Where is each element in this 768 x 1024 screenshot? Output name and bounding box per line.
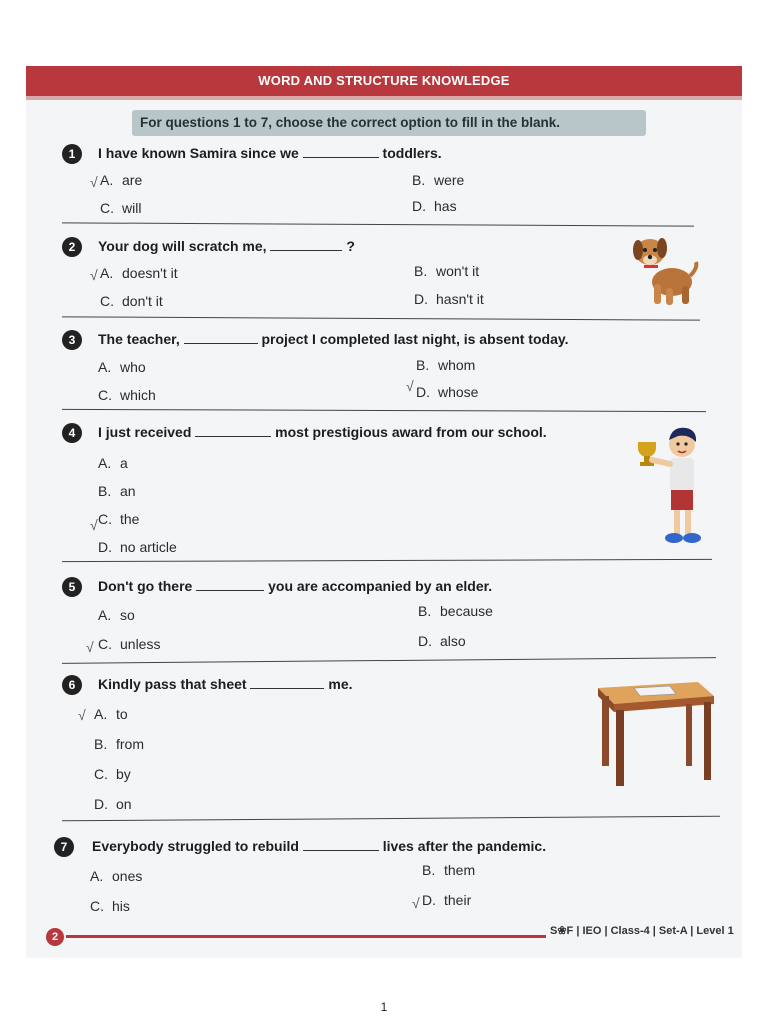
question-number: 1 <box>62 144 82 164</box>
question-number: 5 <box>62 577 82 597</box>
divider <box>62 409 706 412</box>
answer-blank <box>303 838 379 851</box>
option-c[interactable]: C. his <box>90 898 130 914</box>
option-b[interactable]: B. an <box>98 483 136 499</box>
question-text: The teacher, project I completed last night, is absent today. <box>98 331 569 347</box>
answer-blank <box>303 145 379 158</box>
instruction-banner: For questions 1 to 7, choose the correct option to fill in the blank. <box>132 110 646 136</box>
option-b[interactable]: B. whom <box>416 357 476 373</box>
option-a[interactable]: A. ones <box>90 868 143 884</box>
pencil-tick-mark: √ <box>90 174 98 190</box>
divider <box>62 816 720 822</box>
option-c[interactable]: C. the <box>98 511 140 527</box>
question-text: Everybody struggled to rebuild lives after the pandemic. <box>92 838 547 854</box>
option-d[interactable]: D. also <box>418 633 466 649</box>
option-d[interactable]: D. no article <box>98 539 177 555</box>
option-a[interactable]: A. doesn't it <box>100 265 178 281</box>
divider <box>62 222 694 226</box>
option-b[interactable]: B. won't it <box>414 263 480 279</box>
table-illustration <box>594 678 716 790</box>
question-text: Don't go there you are accompanied by an elder. <box>98 578 493 594</box>
option-c[interactable]: C. which <box>98 387 156 403</box>
answer-blank <box>195 424 271 437</box>
question-number: 6 <box>62 675 82 695</box>
option-b[interactable]: B. them <box>422 862 476 878</box>
divider <box>62 559 712 562</box>
section-header: WORD AND STRUCTURE KNOWLEDGE <box>26 66 742 96</box>
page-badge: 2 <box>46 928 64 946</box>
pencil-tick-mark: √ <box>90 267 98 283</box>
answer-blank <box>270 238 342 251</box>
dog-illustration <box>628 232 700 308</box>
question-text: I just received most prestigious award from our school. <box>98 424 547 440</box>
pencil-tick-mark: √ <box>78 707 86 723</box>
footer-rule <box>66 935 546 938</box>
question-number: 7 <box>54 837 74 857</box>
option-d[interactable]: D. on <box>94 796 132 812</box>
option-d[interactable]: D. has <box>412 198 457 214</box>
option-c[interactable]: C. unless <box>98 636 161 652</box>
option-a[interactable]: A. a <box>98 455 128 471</box>
question-number: 4 <box>62 423 82 443</box>
worksheet-page <box>26 66 742 958</box>
option-b[interactable]: B. because <box>418 603 493 619</box>
divider <box>62 316 700 320</box>
pencil-tick-mark: √ <box>86 639 94 655</box>
question-number: 2 <box>62 237 82 257</box>
option-d[interactable]: D. whose <box>416 384 479 400</box>
option-a[interactable]: A. to <box>94 706 128 722</box>
question-text: Kindly pass that sheet me. <box>98 676 353 692</box>
boy-with-trophy-illustration <box>634 424 706 548</box>
answer-blank <box>250 676 324 689</box>
option-b[interactable]: B. were <box>412 172 465 188</box>
pencil-tick-mark: √ <box>412 895 420 911</box>
footer-series-label: S❀F | IEO | Class-4 | Set-A | Level 1 <box>550 925 734 937</box>
option-c[interactable]: C. by <box>94 766 131 782</box>
option-c[interactable]: C. don't it <box>100 293 163 309</box>
question-text: Your dog will scratch me, ? <box>98 238 355 254</box>
divider <box>62 657 716 664</box>
option-c[interactable]: C. will <box>100 200 142 216</box>
option-d[interactable]: D. their <box>422 892 472 908</box>
page-number: 1 <box>380 1000 388 1014</box>
answer-blank <box>184 331 258 344</box>
question-number: 3 <box>62 330 82 350</box>
question-text: I have known Samira since we toddlers. <box>98 145 442 161</box>
option-d[interactable]: D. hasn't it <box>414 291 484 307</box>
pencil-tick-mark: √ <box>90 517 98 533</box>
option-a[interactable]: A. so <box>98 607 135 623</box>
option-b[interactable]: B. from <box>94 736 144 752</box>
answer-blank <box>196 578 264 591</box>
option-a[interactable]: A. who <box>98 359 146 375</box>
pencil-tick-mark: √ <box>406 378 414 394</box>
option-a[interactable]: A. are <box>100 172 143 188</box>
